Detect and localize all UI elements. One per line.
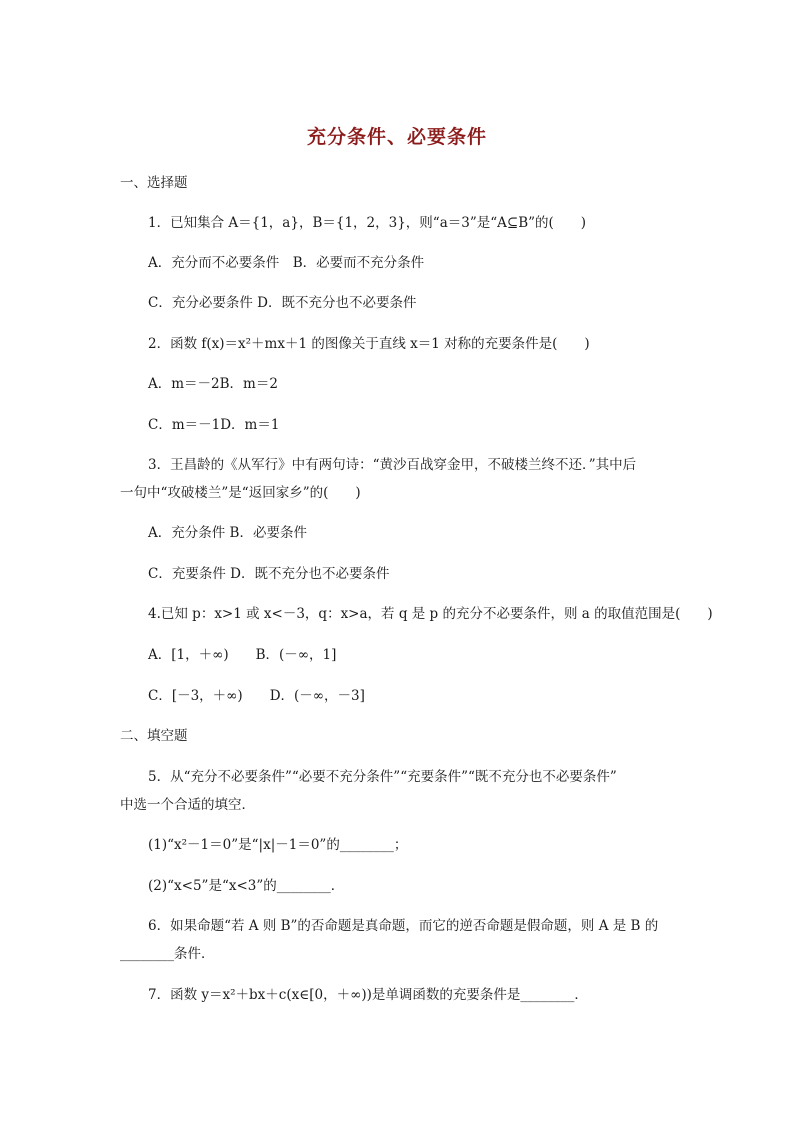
question-4-options-ab: A．[1，＋∞) B．(－∞，1] — [148, 647, 337, 663]
question-6-line-2: ________条件． — [120, 946, 215, 962]
question-5-line-1: 5．从“充分不必要条件”“必要不充分条件”“充要条件”“既不充分也不必要条件” — [148, 769, 617, 785]
question-1-options-ab: A．充分而不必要条件 B．必要而不充分条件 — [148, 255, 425, 271]
question-5-sub-1: (1)“x²－1＝0”是“|x|－1＝0”的________； — [148, 837, 408, 853]
question-3-line-1: 3．王昌龄的《从军行》中有两句诗：“黄沙百战穿金甲，不破楼兰终不还．”其中后 — [148, 457, 637, 473]
question-2-options-ab: A．m＝－2B．m＝2 — [148, 376, 278, 392]
question-3-options-cd: C．充要条件 D．既不充分也不必要条件 — [148, 566, 390, 582]
question-2: 2．函数 f(x)＝x²＋mx＋1 的图像关于直线 x＝1 对称的充要条件是( ) — [148, 336, 590, 352]
question-6-line-1: 6．如果命题“若 A 则 B”的否命题是真命题，而它的逆否命题是假命题，则 A 是 B 的 — [148, 918, 659, 934]
question-5-line-2: 中选一个合适的填空． — [120, 797, 255, 813]
question-1: 1．已知集合 A＝{1，a}，B＝{1，2，3}，则“a＝3”是“A⊆B”的( ) — [148, 215, 587, 231]
question-3-line-2: 一句中“攻破楼兰”是“返回家乡”的( ) — [120, 485, 361, 501]
question-4: 4.已知 p：x>1 或 x<－3，q：x>a，若 q 是 p 的充分不必要条件，则 a 的取值范围是( ) — [148, 606, 713, 622]
question-1-options-cd: C．充分必要条件 D．既不充分也不必要条件 — [148, 295, 417, 311]
question-3-options-ab: A．充分条件 B．必要条件 — [148, 525, 307, 541]
question-7: 7．函数 y＝x²＋bx＋c(x∈[0，＋∞))是单调函数的充要条件是________． — [148, 987, 588, 1003]
question-4-options-cd: C．[－3，＋∞) D．(－∞，－3] — [148, 688, 365, 704]
question-5-sub-2: (2)“x<5”是“x<3”的________． — [148, 878, 345, 894]
section-heading-fill: 二、填空题 — [120, 728, 188, 744]
question-2-options-cd: C．m＝－1D．m＝1 — [148, 417, 280, 433]
page-title: 充分条件、必要条件 — [306, 126, 487, 148]
section-heading-choice: 一、选择题 — [120, 175, 188, 191]
